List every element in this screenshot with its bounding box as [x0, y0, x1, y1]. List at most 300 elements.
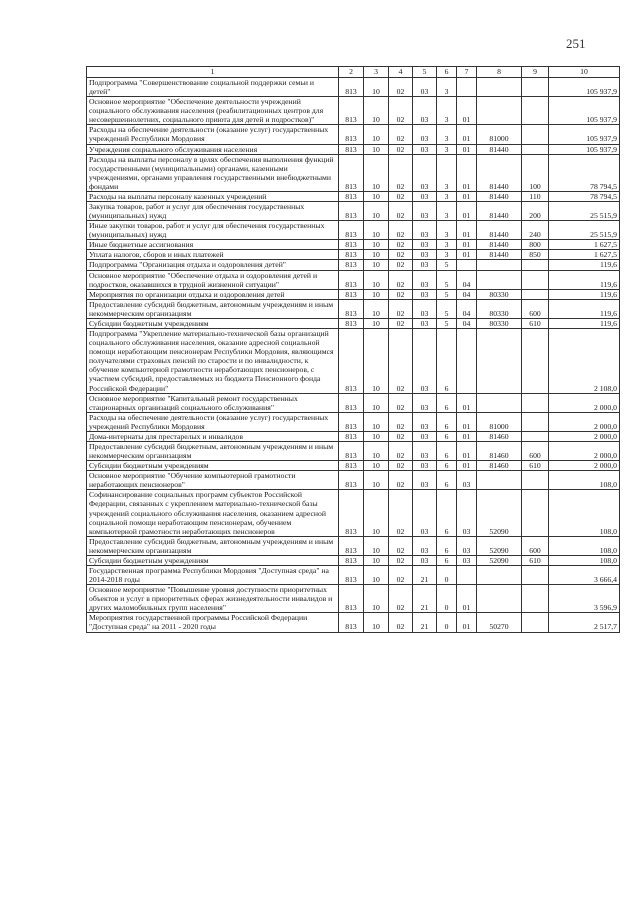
- direction-code: 81440: [477, 144, 522, 154]
- program-code: 03: [413, 78, 437, 97]
- program-code: 03: [413, 144, 437, 154]
- section-code: 10: [364, 97, 389, 125]
- event-code: 01: [457, 97, 477, 125]
- section-code: 10: [364, 221, 389, 240]
- section-code: 10: [364, 318, 389, 328]
- direction-code: 52090: [477, 490, 522, 536]
- program-code: 03: [413, 270, 437, 289]
- subsection-code: 02: [389, 240, 413, 250]
- admin-code: 813: [339, 191, 364, 201]
- admin-code: 813: [339, 144, 364, 154]
- subprogram-code: 3: [437, 125, 457, 144]
- amount: 2 108,0: [549, 329, 620, 394]
- subprogram-code: 6: [437, 490, 457, 536]
- event-code: 01: [457, 441, 477, 460]
- table-row: [87, 144, 620, 154]
- table-row: [87, 240, 620, 250]
- event-code: 04: [457, 318, 477, 328]
- admin-code: 813: [339, 329, 364, 394]
- subprogram-code: 6: [437, 393, 457, 412]
- expense-type-code: [522, 78, 549, 97]
- expense-type-code: [522, 393, 549, 412]
- subprogram-code: 6: [437, 329, 457, 394]
- event-code: [457, 78, 477, 97]
- admin-code: 813: [339, 565, 364, 584]
- expense-type-code: [522, 490, 549, 536]
- admin-code: 813: [339, 250, 364, 260]
- table-row: [87, 250, 620, 260]
- row-name: Иные бюджетные ассигнования: [87, 240, 339, 250]
- table-row: [87, 555, 620, 565]
- table-row: [87, 536, 620, 555]
- direction-code: 52090: [477, 536, 522, 555]
- subsection-code: 02: [389, 191, 413, 201]
- column-header: 1: [87, 67, 339, 78]
- table-row: [87, 154, 620, 191]
- subsection-code: 02: [389, 250, 413, 260]
- section-code: 10: [364, 289, 389, 299]
- admin-code: 813: [339, 471, 364, 490]
- expense-type-code: [522, 289, 549, 299]
- subsection-code: 02: [389, 536, 413, 555]
- subsection-code: 02: [389, 393, 413, 412]
- subsection-code: 02: [389, 318, 413, 328]
- direction-code: 81460: [477, 461, 522, 471]
- table-row: [87, 202, 620, 221]
- section-code: 10: [364, 202, 389, 221]
- section-code: 10: [364, 441, 389, 460]
- amount: 25 515,9: [549, 202, 620, 221]
- amount: 108,0: [549, 490, 620, 536]
- row-name: Расходы на обеспечение деятельности (оказание услуг) государственных учреждений Республики Мордовия: [87, 412, 339, 431]
- direction-code: 52090: [477, 555, 522, 565]
- program-code: 03: [413, 154, 437, 191]
- event-code: 01: [457, 154, 477, 191]
- event-code: 03: [457, 471, 477, 490]
- row-name: Подпрограмма "Совершенствование социальной поддержки семьи и детей": [87, 78, 339, 97]
- row-name: Расходы на обеспечение деятельности (оказание услуг) государственных учреждений Республики Мордовия: [87, 125, 339, 144]
- admin-code: 813: [339, 585, 364, 613]
- program-code: 21: [413, 565, 437, 584]
- row-name: Расходы на выплаты персоналу в целях обеспечения выполнения функций государственными (муниципальными) органами, казенными учреждениями, органами управления государственными внебюджетными фондами: [87, 154, 339, 191]
- subsection-code: 02: [389, 97, 413, 125]
- admin-code: 813: [339, 431, 364, 441]
- amount: 25 515,9: [549, 221, 620, 240]
- page-number: 251: [566, 36, 586, 51]
- amount: 119,6: [549, 270, 620, 289]
- expense-type-code: [522, 412, 549, 431]
- amount: 108,0: [549, 536, 620, 555]
- section-code: 10: [364, 613, 389, 632]
- section-code: 10: [364, 536, 389, 555]
- program-code: 03: [413, 555, 437, 565]
- subsection-code: 02: [389, 299, 413, 318]
- amount: 119,6: [549, 299, 620, 318]
- subprogram-code: 5: [437, 260, 457, 270]
- column-header: 9: [522, 67, 549, 78]
- program-code: 03: [413, 191, 437, 201]
- subprogram-code: 6: [437, 412, 457, 431]
- admin-code: 813: [339, 97, 364, 125]
- program-code: 03: [413, 221, 437, 240]
- event-code: 01: [457, 221, 477, 240]
- admin-code: 813: [339, 412, 364, 431]
- subprogram-code: 5: [437, 318, 457, 328]
- direction-code: [477, 393, 522, 412]
- subprogram-code: 5: [437, 289, 457, 299]
- table-row: [87, 289, 620, 299]
- direction-code: 81000: [477, 412, 522, 431]
- section-code: 10: [364, 240, 389, 250]
- section-code: 10: [364, 393, 389, 412]
- event-code: 03: [457, 490, 477, 536]
- event-code: 01: [457, 393, 477, 412]
- section-code: 10: [364, 154, 389, 191]
- direction-code: 80330: [477, 289, 522, 299]
- admin-code: 813: [339, 125, 364, 144]
- amount: 2 517,7: [549, 613, 620, 632]
- expense-type-code: 850: [522, 250, 549, 260]
- direction-code: 80330: [477, 318, 522, 328]
- program-code: 03: [413, 260, 437, 270]
- row-name: Мероприятия по организации отдыха и оздоровления детей: [87, 289, 339, 299]
- event-code: 01: [457, 613, 477, 632]
- subsection-code: 02: [389, 125, 413, 144]
- subprogram-code: 5: [437, 270, 457, 289]
- amount: 2 000,0: [549, 461, 620, 471]
- subsection-code: 02: [389, 270, 413, 289]
- table-row: [87, 431, 620, 441]
- section-code: 10: [364, 555, 389, 565]
- direction-code: [477, 585, 522, 613]
- amount: 78 794,5: [549, 191, 620, 201]
- row-name: Основное мероприятие "Обучение компьютерной грамотности неработающих пенсионеров": [87, 471, 339, 490]
- section-code: 10: [364, 490, 389, 536]
- table-row: [87, 412, 620, 431]
- expense-type-code: 610: [522, 318, 549, 328]
- row-name: Субсидии бюджетным учреждениям: [87, 318, 339, 328]
- amount: 119,6: [549, 318, 620, 328]
- expense-type-code: [522, 125, 549, 144]
- amount: 108,0: [549, 555, 620, 565]
- admin-code: 813: [339, 260, 364, 270]
- table-row: [87, 299, 620, 318]
- table-row: [87, 490, 620, 536]
- expense-type-code: [522, 585, 549, 613]
- event-code: 01: [457, 585, 477, 613]
- table-row: [87, 613, 620, 632]
- expense-type-code: 110: [522, 191, 549, 201]
- amount: 2 000,0: [549, 393, 620, 412]
- subprogram-code: 6: [437, 471, 457, 490]
- subsection-code: 02: [389, 490, 413, 536]
- subprogram-code: 3: [437, 78, 457, 97]
- table-row: [87, 585, 620, 613]
- section-code: 10: [364, 565, 389, 584]
- section-code: 10: [364, 125, 389, 144]
- subprogram-code: 0: [437, 565, 457, 584]
- section-code: 10: [364, 585, 389, 613]
- section-code: 10: [364, 299, 389, 318]
- amount: 105 937,9: [549, 144, 620, 154]
- admin-code: 813: [339, 536, 364, 555]
- direction-code: 81440: [477, 191, 522, 201]
- admin-code: 813: [339, 202, 364, 221]
- event-code: 01: [457, 461, 477, 471]
- row-name: Предоставление субсидий бюджетным, автономным учреждениям и иным некоммерческим организациям: [87, 441, 339, 460]
- row-name: Расходы на выплаты персоналу казенных учреждений: [87, 191, 339, 201]
- direction-code: 81000: [477, 125, 522, 144]
- column-header: 8: [477, 67, 522, 78]
- subprogram-code: 3: [437, 154, 457, 191]
- subprogram-code: 3: [437, 250, 457, 260]
- program-code: 03: [413, 329, 437, 394]
- subsection-code: 02: [389, 471, 413, 490]
- direction-code: 81460: [477, 431, 522, 441]
- expense-type-code: 100: [522, 154, 549, 191]
- event-code: [457, 329, 477, 394]
- admin-code: 813: [339, 270, 364, 289]
- event-code: 01: [457, 125, 477, 144]
- subsection-code: 02: [389, 585, 413, 613]
- section-code: 10: [364, 250, 389, 260]
- expense-type-code: 610: [522, 555, 549, 565]
- subsection-code: 02: [389, 565, 413, 584]
- program-code: 03: [413, 202, 437, 221]
- admin-code: 813: [339, 154, 364, 191]
- row-name: Основное мероприятие "Повышение уровня доступности приоритетных объектов и услуг в приоритетных сферах жизнедеятельности инвалидов и других маломобильных групп населения": [87, 585, 339, 613]
- expense-type-code: 800: [522, 240, 549, 250]
- row-name: Иные закупки товаров, работ и услуг для обеспечения государственных (муниципальных) нужд: [87, 221, 339, 240]
- amount: 2 000,0: [549, 431, 620, 441]
- section-code: 10: [364, 412, 389, 431]
- program-code: 03: [413, 125, 437, 144]
- admin-code: 813: [339, 221, 364, 240]
- subsection-code: 02: [389, 260, 413, 270]
- column-header: 10: [549, 67, 620, 78]
- program-code: 03: [413, 461, 437, 471]
- column-header: 7: [457, 67, 477, 78]
- row-name: Дома-интернаты для престарелых и инвалидов: [87, 431, 339, 441]
- subsection-code: 02: [389, 441, 413, 460]
- expense-type-code: [522, 431, 549, 441]
- table-row: [87, 78, 620, 97]
- subprogram-code: 3: [437, 97, 457, 125]
- subprogram-code: 6: [437, 431, 457, 441]
- direction-code: [477, 270, 522, 289]
- admin-code: 813: [339, 613, 364, 632]
- subprogram-code: 3: [437, 191, 457, 201]
- section-code: 10: [364, 144, 389, 154]
- table-row: [87, 393, 620, 412]
- amount: 1 627,5: [549, 240, 620, 250]
- program-code: 03: [413, 412, 437, 431]
- expense-type-code: 200: [522, 202, 549, 221]
- expense-type-code: [522, 565, 549, 584]
- column-header: 3: [364, 67, 389, 78]
- section-code: 10: [364, 329, 389, 394]
- amount: 3 666,4: [549, 565, 620, 584]
- column-header: 5: [413, 67, 437, 78]
- admin-code: 813: [339, 555, 364, 565]
- subprogram-code: 6: [437, 555, 457, 565]
- admin-code: 813: [339, 318, 364, 328]
- expense-type-code: 240: [522, 221, 549, 240]
- table-row: [87, 441, 620, 460]
- subsection-code: 02: [389, 221, 413, 240]
- admin-code: 813: [339, 240, 364, 250]
- subprogram-code: 3: [437, 221, 457, 240]
- expense-type-code: [522, 270, 549, 289]
- table-row: [87, 270, 620, 289]
- table-row: [87, 461, 620, 471]
- direction-code: 81440: [477, 240, 522, 250]
- table-body: [87, 67, 620, 633]
- row-name: Учреждения социального обслуживания населения: [87, 144, 339, 154]
- amount: 105 937,9: [549, 78, 620, 97]
- program-code: 03: [413, 471, 437, 490]
- subsection-code: 02: [389, 613, 413, 632]
- direction-code: [477, 260, 522, 270]
- expense-type-code: [522, 144, 549, 154]
- subsection-code: 02: [389, 412, 413, 431]
- section-code: 10: [364, 461, 389, 471]
- admin-code: 813: [339, 441, 364, 460]
- direction-code: 81460: [477, 441, 522, 460]
- expense-type-code: 600: [522, 536, 549, 555]
- row-name: Основное мероприятие "Обеспечение отдыха и оздоровления детей и подростков, оказавшихся в трудной жизненной ситуации": [87, 270, 339, 289]
- subprogram-code: 3: [437, 240, 457, 250]
- row-name: Предоставление субсидий бюджетным, автономным учреждениям и иным некоммерческим организациям: [87, 536, 339, 555]
- expense-type-code: [522, 260, 549, 270]
- table-row: [87, 565, 620, 584]
- amount: 1 627,5: [549, 250, 620, 260]
- expense-type-code: [522, 329, 549, 394]
- admin-code: 813: [339, 289, 364, 299]
- direction-code: 81440: [477, 154, 522, 191]
- direction-code: 50270: [477, 613, 522, 632]
- table-row: [87, 329, 620, 394]
- subsection-code: 02: [389, 78, 413, 97]
- amount: 2 000,0: [549, 412, 620, 431]
- table-row: [87, 191, 620, 201]
- program-code: 03: [413, 490, 437, 536]
- program-code: 21: [413, 613, 437, 632]
- table-row: [87, 471, 620, 490]
- row-name: Софинансирование социальных программ субъектов Российской Федерации, связанных с укреплением материально-технической базы учреждений социального обслуживания населения, оказанием адресной социальной помощи неработающим пенсионерам, обучением компьютерной грамотности неработающих пенсионеров: [87, 490, 339, 536]
- program-code: 03: [413, 289, 437, 299]
- row-name: Основное мероприятие "Обеспечение деятельности учреждений социального обслуживания населения (реабилитационных центров для несовершеннолетних, социального приюта для детей и подростков)": [87, 97, 339, 125]
- subprogram-code: 3: [437, 202, 457, 221]
- row-name: Государственная программа Республики Мордовия "Доступная среда" на 2014-2018 годы: [87, 565, 339, 584]
- table-row: [87, 221, 620, 240]
- column-header: 2: [339, 67, 364, 78]
- section-code: 10: [364, 78, 389, 97]
- program-code: 03: [413, 97, 437, 125]
- event-code: 01: [457, 202, 477, 221]
- subprogram-code: 0: [437, 613, 457, 632]
- budget-table: [86, 66, 620, 633]
- direction-code: 81440: [477, 202, 522, 221]
- row-name: Уплата налогов, сборов и иных платежей: [87, 250, 339, 260]
- amount: 3 596,9: [549, 585, 620, 613]
- row-name: Подпрограмма "Организация отдыха и оздоровления детей": [87, 260, 339, 270]
- section-code: 10: [364, 191, 389, 201]
- admin-code: 813: [339, 393, 364, 412]
- event-code: 01: [457, 250, 477, 260]
- expense-type-code: 600: [522, 441, 549, 460]
- table-row: [87, 260, 620, 270]
- program-code: 03: [413, 299, 437, 318]
- direction-code: 81440: [477, 221, 522, 240]
- column-header: 6: [437, 67, 457, 78]
- amount: 108,0: [549, 471, 620, 490]
- row-name: Предоставление субсидий бюджетным, автономным учреждениям и иным некоммерческим организациям: [87, 299, 339, 318]
- subsection-code: 02: [389, 431, 413, 441]
- subsection-code: 02: [389, 461, 413, 471]
- row-name: Субсидии бюджетным учреждениям: [87, 555, 339, 565]
- event-code: 01: [457, 144, 477, 154]
- subprogram-code: 3: [437, 144, 457, 154]
- admin-code: 813: [339, 78, 364, 97]
- direction-code: [477, 97, 522, 125]
- event-code: 04: [457, 270, 477, 289]
- direction-code: [477, 565, 522, 584]
- subsection-code: 02: [389, 202, 413, 221]
- event-code: [457, 260, 477, 270]
- amount: 2 000,0: [549, 441, 620, 460]
- subsection-code: 02: [389, 144, 413, 154]
- event-code: [457, 565, 477, 584]
- event-code: 04: [457, 289, 477, 299]
- direction-code: [477, 471, 522, 490]
- event-code: 01: [457, 191, 477, 201]
- column-header: 4: [389, 67, 413, 78]
- table-row: [87, 97, 620, 125]
- admin-code: 813: [339, 299, 364, 318]
- subsection-code: 02: [389, 289, 413, 299]
- program-code: 03: [413, 441, 437, 460]
- admin-code: 813: [339, 461, 364, 471]
- section-code: 10: [364, 471, 389, 490]
- subprogram-code: 5: [437, 299, 457, 318]
- expense-type-code: [522, 471, 549, 490]
- row-name: Закупка товаров, работ и услуг для обеспечения государственных (муниципальных) нужд: [87, 202, 339, 221]
- subsection-code: 02: [389, 154, 413, 191]
- expense-type-code: [522, 97, 549, 125]
- program-code: 03: [413, 318, 437, 328]
- program-code: 03: [413, 393, 437, 412]
- program-code: 03: [413, 431, 437, 441]
- amount: 105 937,9: [549, 125, 620, 144]
- event-code: 03: [457, 555, 477, 565]
- expense-type-code: 600: [522, 299, 549, 318]
- direction-code: 81440: [477, 250, 522, 260]
- amount: 105 937,9: [549, 97, 620, 125]
- event-code: 03: [457, 536, 477, 555]
- header-row: [87, 67, 620, 78]
- row-name: Основное мероприятие "Капитальный ремонт государственных стационарных организаций социального обслуживания": [87, 393, 339, 412]
- amount: 78 794,5: [549, 154, 620, 191]
- expense-type-code: 610: [522, 461, 549, 471]
- row-name: Мероприятия государственной программы Российской Федерации "Доступная среда" на 2011 - 2020 годы: [87, 613, 339, 632]
- subprogram-code: 0: [437, 585, 457, 613]
- direction-code: [477, 78, 522, 97]
- event-code: 04: [457, 299, 477, 318]
- row-name: Субсидии бюджетным учреждениям: [87, 461, 339, 471]
- section-code: 10: [364, 431, 389, 441]
- event-code: 01: [457, 240, 477, 250]
